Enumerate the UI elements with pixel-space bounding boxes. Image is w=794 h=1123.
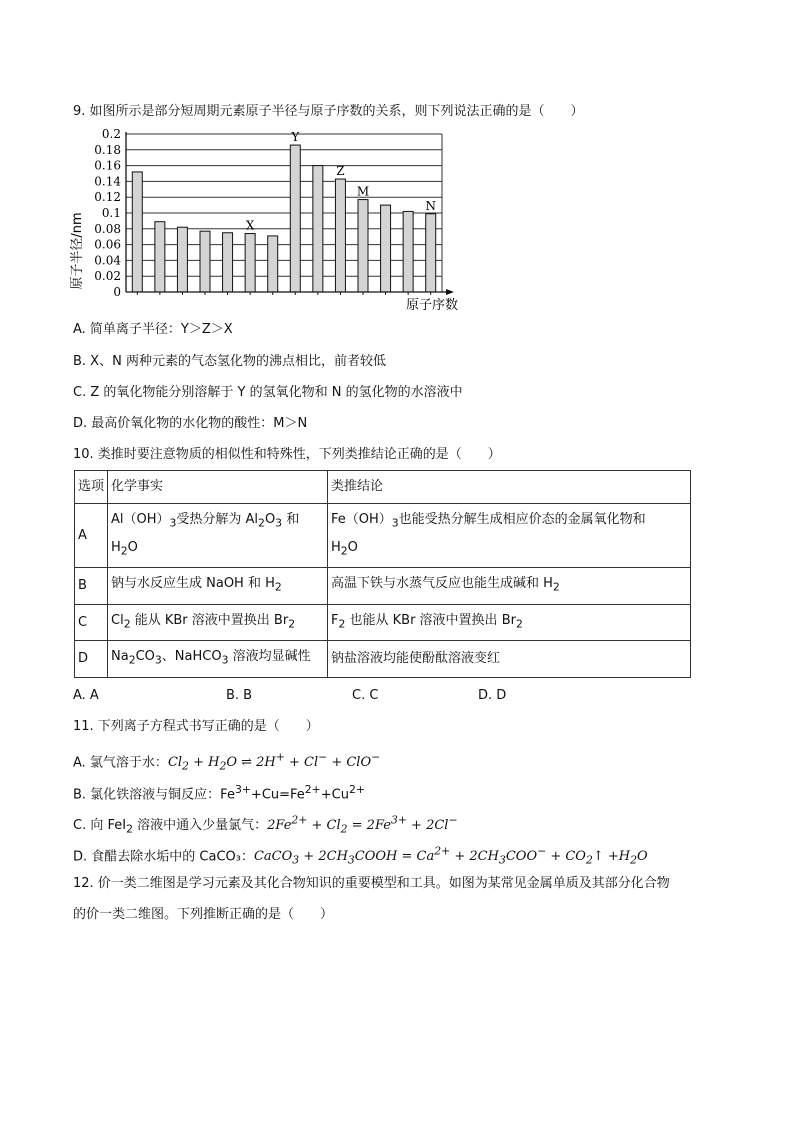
x-axis-label: 原子序数 [406, 298, 459, 313]
bar [177, 227, 187, 292]
bar [200, 231, 210, 292]
y-tick-label: 0.06 [94, 237, 121, 252]
row-fact: $Na_2CO_3$、NaHCO$_3$ 溶液均显碱性 [108, 641, 328, 678]
q11-option-c-equation: $2Fe^{2+} + Cl_2 = 2Fe^{3+} + 2Cl^-$ [267, 814, 458, 836]
y-tick-label: 0.18 [94, 142, 121, 157]
radius-bar-chart [66, 126, 486, 316]
row-fact: $Al(OH)_3$受热分解为 $Al_2O_3$ 和 $H_2O$ [108, 504, 328, 568]
q11-option-d-equation: CaCO$_3$ + $2CH_3COOH = Ca^{2+} + 2CH_3COO^-$ + $CO_2↑ +H_2O$ [253, 845, 648, 867]
q11-option-a-equation: $Cl_2 + H_2O$ ⇌ 2H+ + Cl− + ClO− [167, 751, 381, 773]
q10-stem: 10. 类推时要注意物质的相似性和特殊性，下列类推结论正确的是（ ） [73, 447, 501, 462]
table-row [75, 568, 691, 605]
q11-option-a [73, 750, 380, 775]
q10-answer-a: A. A [73, 688, 99, 703]
q11-option-a-text: A. 氯气溶于水： [73, 755, 168, 771]
q9-stem: 9. 如图所示是部分短周期元素原子半径与原子序数的关系，则下列说法正确的是（ ） [73, 104, 584, 119]
y-tick-label: 0.02 [94, 269, 121, 284]
row-option: A [75, 504, 108, 568]
y-tick-label: 0.12 [94, 190, 121, 205]
row-option: D [75, 641, 108, 678]
y-tick-label: 0.14 [94, 174, 121, 189]
q9-option-d: D. 最高价氧化物的水化物的酸性：M＞N [73, 416, 308, 431]
q10-answer-d: D. D [478, 688, 507, 703]
chart-grid [126, 134, 442, 292]
y-axis-label: 原子半径/nm [70, 212, 85, 290]
row-conclusion: $Fe(OH)_3$也能受热分解生成相应价态的金属氧化物和 $H_2O$ [328, 504, 691, 568]
q10-answer-b: B. B [226, 688, 253, 703]
q11-option-c-text: C. 向 FeI$_2$ 溶液中通入少量氯气： [73, 818, 268, 836]
q10-table [74, 470, 691, 678]
row-conclusion: $F_2$ 也能从 KBr 溶液中置换出 $Br_2$ [328, 604, 691, 641]
bar-label: X [245, 218, 255, 233]
row-option: B [75, 568, 108, 605]
bar [335, 179, 345, 292]
table-row [75, 604, 691, 641]
bar [358, 200, 368, 292]
table-row [75, 641, 691, 678]
q11-option-d [73, 844, 648, 869]
bar [426, 214, 436, 292]
row-fact: 钠与水反应生成 NaOH 和 $H_2$ [108, 568, 328, 605]
bar [313, 166, 323, 292]
bar-label: M [356, 184, 370, 199]
row-conclusion: 高温下铁与水蒸气反应也能生成碱和 $H_2$ [328, 568, 691, 605]
header-conclusion: 类推结论 [328, 471, 691, 504]
bar [223, 233, 233, 292]
q11-option-b: B. 氯化铁溶液与铜反应：$Fe^{3+}+Cu=Fe^{2+}+Cu^{2+}$ [73, 783, 365, 803]
q9-option-b: B. X、N 两种元素的气态氢化物的沸点相比，前者较低 [73, 354, 386, 369]
bar [403, 211, 413, 292]
row-fact: $Cl_2$ 能从 KBr 溶液中置换出 $Br_2$ [108, 604, 328, 641]
bar [290, 145, 300, 292]
q12-stem-line2: 的价一类二维图。下列推断正确的是（ ） [73, 907, 334, 922]
y-tick-label: 0.04 [94, 253, 121, 268]
q11-stem: 11. 下列离子方程式书写正确的是（ ） [73, 719, 319, 734]
table-row [75, 504, 691, 568]
q9-option-a: A. 简单离子半径：Y＞Z＞X [73, 322, 233, 337]
y-tick-label: 0 [113, 285, 121, 299]
q11-option-c [73, 813, 458, 838]
header-option: 选项 [75, 471, 108, 504]
y-tick-labels [94, 127, 121, 299]
q10-answer-c: C. C [352, 688, 379, 703]
bar [155, 222, 165, 292]
row-conclusion: 钠盐溶液均能使酚酞溶液变红 [328, 641, 691, 678]
q9-option-c: C. Z 的氧化物能分别溶解于 Y 的氢氧化物和 N 的氢化物的水溶液中 [73, 385, 463, 400]
q12-stem-line1: 12. 价一类二维图是学习元素及其化合物知识的重要模型和工具。如图为某常见金属单质及其部分化合物 [73, 876, 670, 891]
q11-option-d-text: D. 食醋去除水垢中的 CaCO₃： [73, 849, 254, 865]
table-header-row [75, 471, 691, 504]
bar-label: Z [336, 164, 345, 179]
bar [381, 205, 391, 292]
y-tick-label: 0.08 [94, 221, 121, 236]
bar [245, 234, 255, 292]
bar [268, 236, 278, 292]
x-axis-arrow [446, 289, 454, 295]
y-tick-label: 0.16 [94, 158, 121, 173]
bar [132, 172, 142, 292]
y-tick-label: 0.1 [101, 206, 121, 220]
bars [132, 130, 436, 292]
row-option: C [75, 604, 108, 641]
y-tick-label: 0.2 [101, 127, 121, 141]
bar-label: Y [291, 130, 300, 145]
bar-label: N [425, 198, 436, 213]
header-fact: 化学事实 [108, 471, 328, 504]
